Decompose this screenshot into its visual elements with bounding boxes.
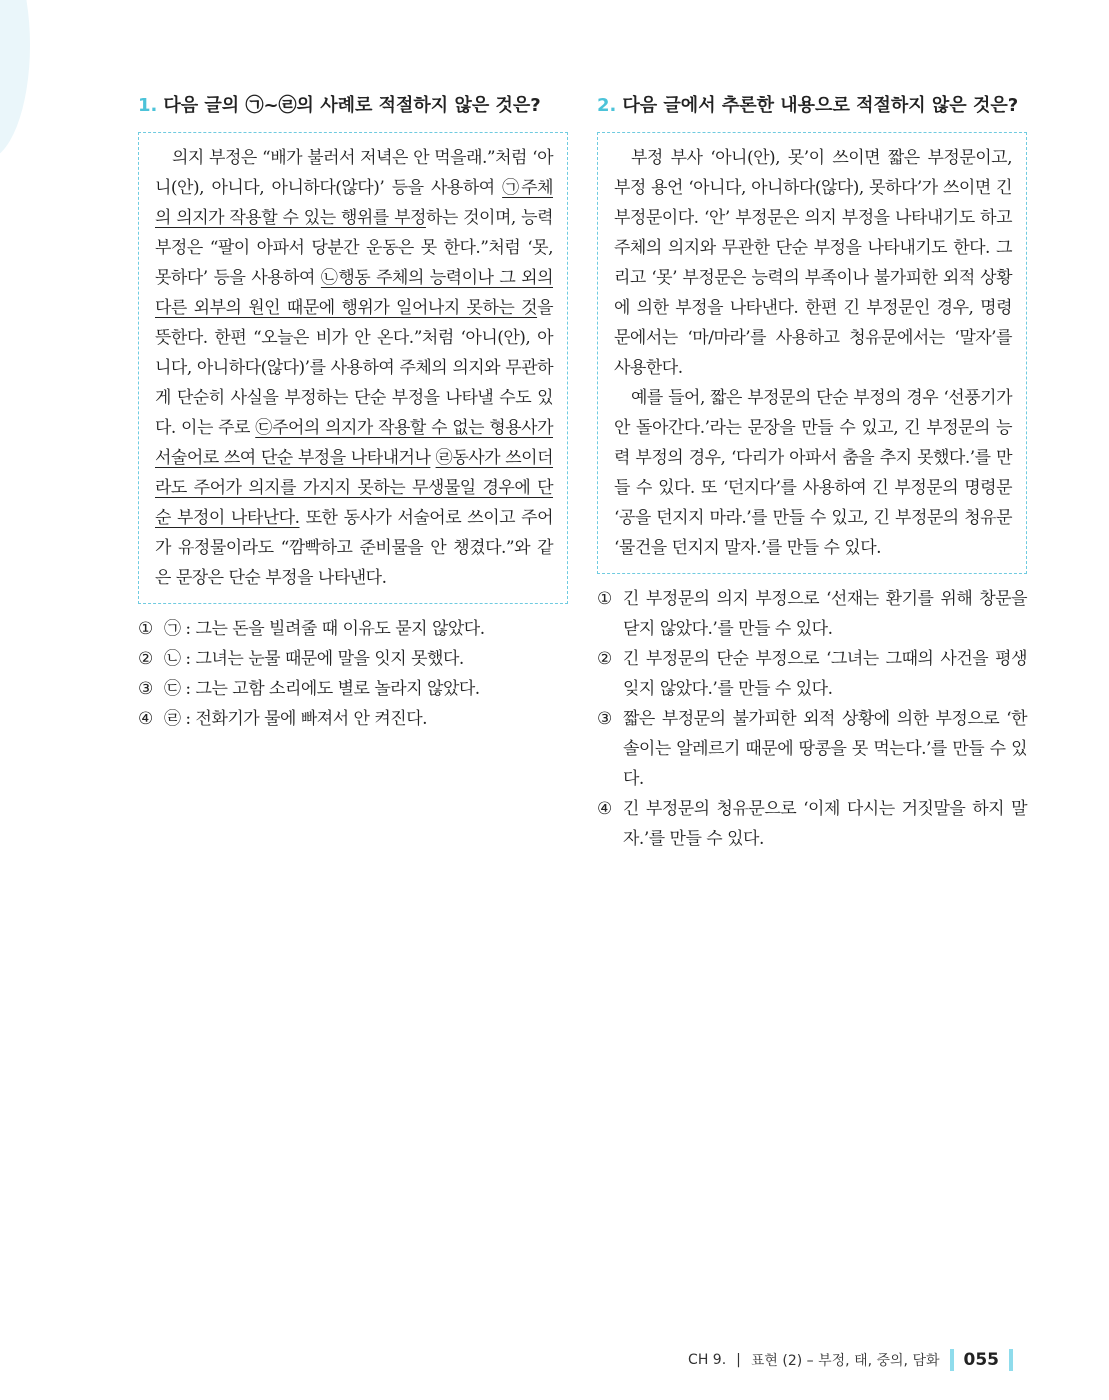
- answer-choice[interactable]: [597, 794, 1027, 854]
- question-1-number: 1.: [138, 95, 158, 116]
- passage-paragraph: 부정 부사 ‘아니(안), 못’이 쓰이면 짧은 부정문이고, 부정 용언 ‘아니다, 아니하다(않다), 못하다’가 쓰이면 긴 부정문이다. ‘안’ 부정문은 의지 부정을 나타내기도 하고 주체의 의지와 무관한 단순 부정을 나타내기도 한다. 그리고 ‘못’ 부정문은 능력의 부족이나 불가피한 외적 상황에 의한 부정을 나타낸다. 한편 긴 부정문인 경우, 명령문에서는 ‘마/마라’를 사용하고 청유문에서는 ‘말자’를 사용한다.: [614, 148, 1012, 378]
- underlined-segment-a: ㉠주체의 의지가 작용할 수 있는 행위를 부정: [155, 178, 553, 228]
- answer-choice[interactable]: [138, 614, 568, 644]
- question-2-passage: [597, 132, 1027, 574]
- choice-number: ①: [597, 589, 612, 609]
- question-1-text: 다음 글의 ㉠~㉣의 사례로 적절하지 않은 것은?: [163, 95, 541, 116]
- question-1-choices: [138, 614, 568, 734]
- choice-number: ②: [597, 649, 612, 669]
- passage-paragraph: 예를 들어, 짧은 부정문의 단순 부정의 경우 ‘선풍기가 안 돌아간다.’라는 문장을 만들 수 있고, 긴 부정문의 능력 부정의 경우, ‘다리가 아파서 춤을 추지 못했다.’를 만들 수 있다. 또 ‘던지다’를 사용하여 긴 부정문의 명령문 ‘공을 던지지 마라.’를 만들 수 있고, 긴 부정문의 청유문 ‘물건을 던지지 말자.’를 만들 수 있다.: [614, 388, 1012, 558]
- passage-paragraph: [155, 143, 553, 593]
- section-label: 표현 (2) – 부정, 태, 중의, 담화: [750, 1353, 940, 1369]
- chapter-label: CH 9.: [688, 1352, 727, 1368]
- underlined-segment-b: ㉡행동 주체의 능력이나 그 외의 다른 외부의 원인 때문에 행위가 일어나지 못하는 것: [155, 268, 553, 318]
- answer-choice[interactable]: [597, 644, 1027, 704]
- answer-choice[interactable]: [597, 584, 1027, 644]
- passage-text: 또한 동사가 서술어로 쓰이고 주어가 유정물이라도 “깜빡하고 준비물을 안 챙겼다.”와 같은 문장은 단순 부정을 나타낸다.: [155, 508, 553, 588]
- question-2-text: 다음 글에서 추론한 내용으로 적절하지 않은 것은?: [622, 95, 1019, 116]
- choice-text: ㉡ : 그녀는 눈물 때문에 말을 잇지 못했다.: [164, 649, 464, 669]
- page-footer: [688, 1347, 1013, 1373]
- question-2-number: 2.: [597, 95, 617, 116]
- page-number: 055: [963, 1350, 999, 1370]
- question-1-passage: [138, 132, 568, 604]
- choice-number: ③: [597, 709, 612, 729]
- passage-text: 의지 부정은 “배가 불러서 저녁은 안 먹을래.”처럼 ‘아니(안), 아니다, 아니하다(않다)’ 등을 사용하여: [155, 148, 553, 198]
- footer-bar-right: [1009, 1349, 1013, 1371]
- question-1-title: [138, 92, 568, 120]
- footer-separator: |: [736, 1352, 741, 1368]
- question-2-choices: [597, 584, 1027, 854]
- answer-choice[interactable]: [138, 704, 568, 734]
- choice-number: ③: [138, 679, 153, 699]
- underlined-segment-c: ㉢주어의 의지가 작용할 수 없는 형용사가 서술어로 쓰여 단순 부정을 나타내거나: [155, 418, 553, 468]
- passage-text: 하는 것이며, 능력 부정은 “팔이 아파서 당분간 운동은 못 한다.”처럼 ‘못, 못하다’ 등을 사용하여: [155, 208, 553, 288]
- passage-text: 을 뜻한다. 한편 “오늘은 비가 안 온다.”처럼 ‘아니(안), 아니다, 아니하다(않다)’를 사용하여 주체의 의지와 무관하게 단순히 사실을 부정하는 단순 부정을 나타낼 수도 있다. 이는 주로: [155, 298, 553, 438]
- choice-number: ④: [138, 709, 153, 729]
- choice-text: ㉣ : 전화기가 물에 빠져서 안 켜진다.: [164, 709, 428, 729]
- question-2: [597, 92, 1027, 854]
- answer-choice[interactable]: [138, 674, 568, 704]
- question-1: [138, 92, 568, 734]
- choice-number: ②: [138, 649, 153, 669]
- choice-text: ㉢ : 그는 고함 소리에도 별로 놀라지 않았다.: [164, 679, 480, 699]
- corner-decoration: [0, 0, 30, 160]
- underlined-segment-d: ㉣동사가 쓰이더라도 주어가 의지를 가지지 못하는 무생물일 경우에 단순 부정이 나타난다.: [155, 448, 554, 528]
- choice-text: 짧은 부정문의 불가피한 외적 상황에 의한 부정으로 ‘한솔이는 알레르기 때문에 땅콩을 못 먹는다.’를 만들 수 있다.: [623, 709, 1027, 789]
- choice-text: 긴 부정문의 청유문으로 ‘이제 다시는 거짓말을 하지 말자.’를 만들 수 있다.: [623, 799, 1027, 849]
- choice-text: 긴 부정문의 의지 부정으로 ‘선재는 환기를 위해 창문을 닫지 않았다.’를 만들 수 있다.: [623, 589, 1027, 639]
- question-2-title: [597, 92, 1027, 120]
- answer-choice[interactable]: [138, 644, 568, 674]
- choice-number: ④: [597, 799, 612, 819]
- choice-number: ①: [138, 619, 153, 639]
- answer-choice[interactable]: [597, 704, 1027, 794]
- choice-text: ㉠ : 그는 돈을 빌려줄 때 이유도 묻지 않았다.: [164, 619, 485, 639]
- choice-text: 긴 부정문의 단순 부정으로 ‘그녀는 그때의 사건을 평생 잊지 않았다.’를 만들 수 있다.: [623, 649, 1027, 699]
- footer-bar-left: [950, 1349, 954, 1371]
